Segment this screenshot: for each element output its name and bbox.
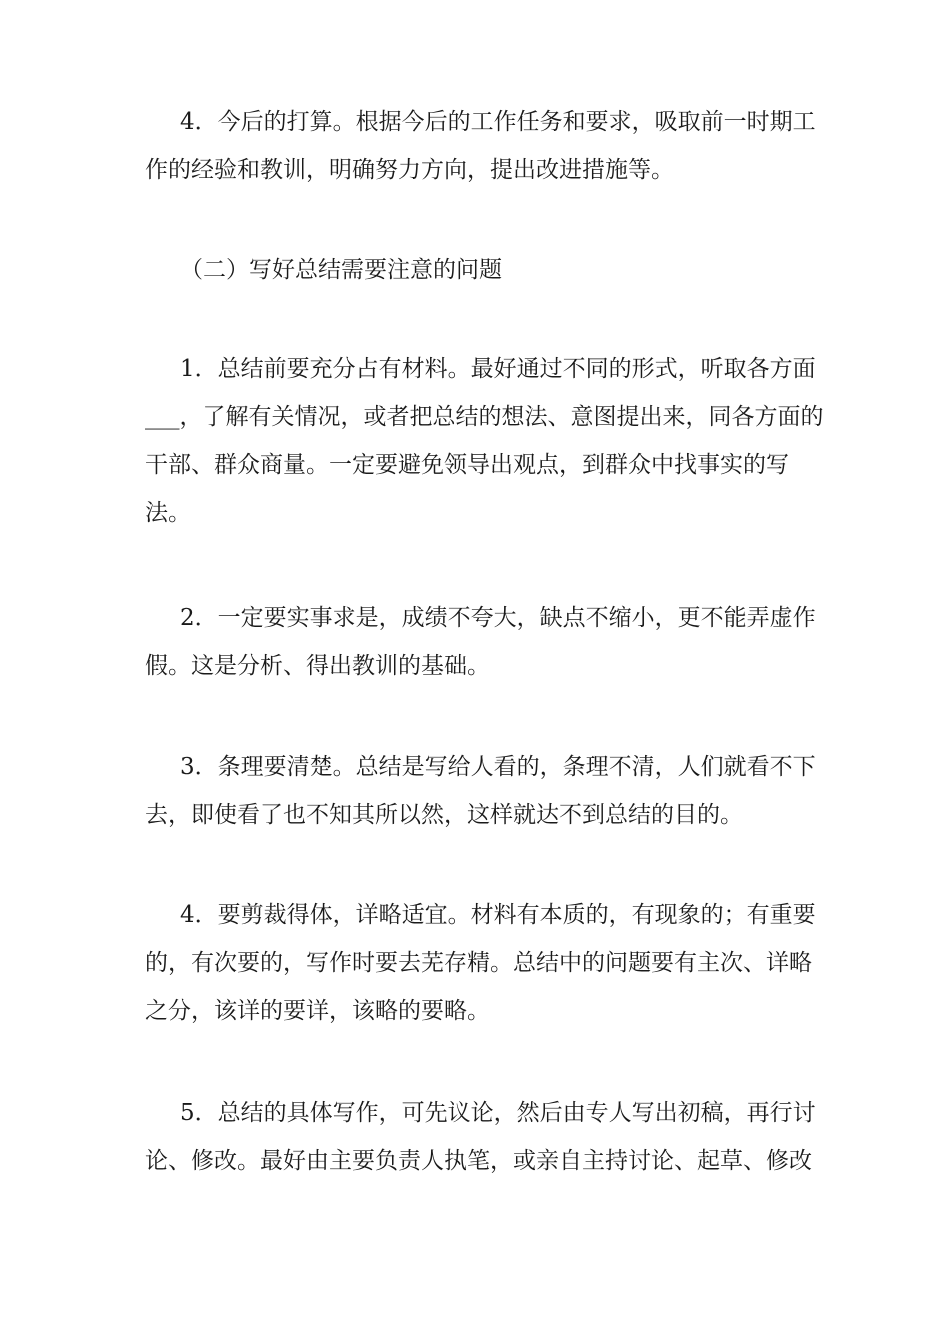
paragraph-line: 法。 <box>145 500 191 526</box>
paragraph-line: ___，了解有关情况，或者把总结的想法、意图提出来，同各方面的 <box>145 404 824 430</box>
paragraph-point-1 <box>145 345 824 537</box>
paragraph-line: 4．要剪裁得体，详略适宜。材料有本质的，有现象的；有重要 <box>180 902 816 928</box>
paragraph-line: 3．条理要清楚。总结是写给人看的，条理不清，人们就看不下 <box>180 754 816 780</box>
section-heading <box>145 246 810 294</box>
paragraph-future-plans <box>145 98 816 194</box>
paragraph-line: 2．一定要实事求是，成绩不夸大，缺点不缩小，更不能弄虚作 <box>180 605 816 631</box>
section-heading-text: （二）写好总结需要注意的问题 <box>180 257 502 283</box>
paragraph-point-2 <box>145 594 816 690</box>
paragraph-line: 之分，该详的要详，该略的要略。 <box>145 998 490 1024</box>
paragraph-line: 5．总结的具体写作，可先议论，然后由专人写出初稿，再行讨 <box>180 1100 816 1126</box>
paragraph-line: 作的经验和教训，明确努力方向，提出改进措施等。 <box>145 157 674 183</box>
paragraph-line: 1．总结前要充分占有材料。最好通过不同的形式，听取各方面 <box>180 356 816 382</box>
paragraph-line: 的，有次要的，写作时要去芜存精。总结中的问题要有主次、详略 <box>145 950 812 976</box>
paragraph-line: 4．今后的打算。根据今后的工作任务和要求，吸取前一时期工 <box>180 109 816 135</box>
paragraph-line: 去，即使看了也不知其所以然，这样就达不到总结的目的。 <box>145 802 743 828</box>
paragraph-line: 论、修改。最好由主要负责人执笔，或亲自主持讨论、起草、修改 <box>145 1148 812 1174</box>
paragraph-point-5 <box>145 1089 816 1185</box>
paragraph-line: 假。这是分析、得出教训的基础。 <box>145 653 490 679</box>
paragraph-point-4 <box>145 891 816 1035</box>
paragraph-line: 干部、群众商量。一定要避免领导出观点，到群众中找事实的写 <box>145 452 789 478</box>
paragraph-point-3 <box>145 743 816 839</box>
